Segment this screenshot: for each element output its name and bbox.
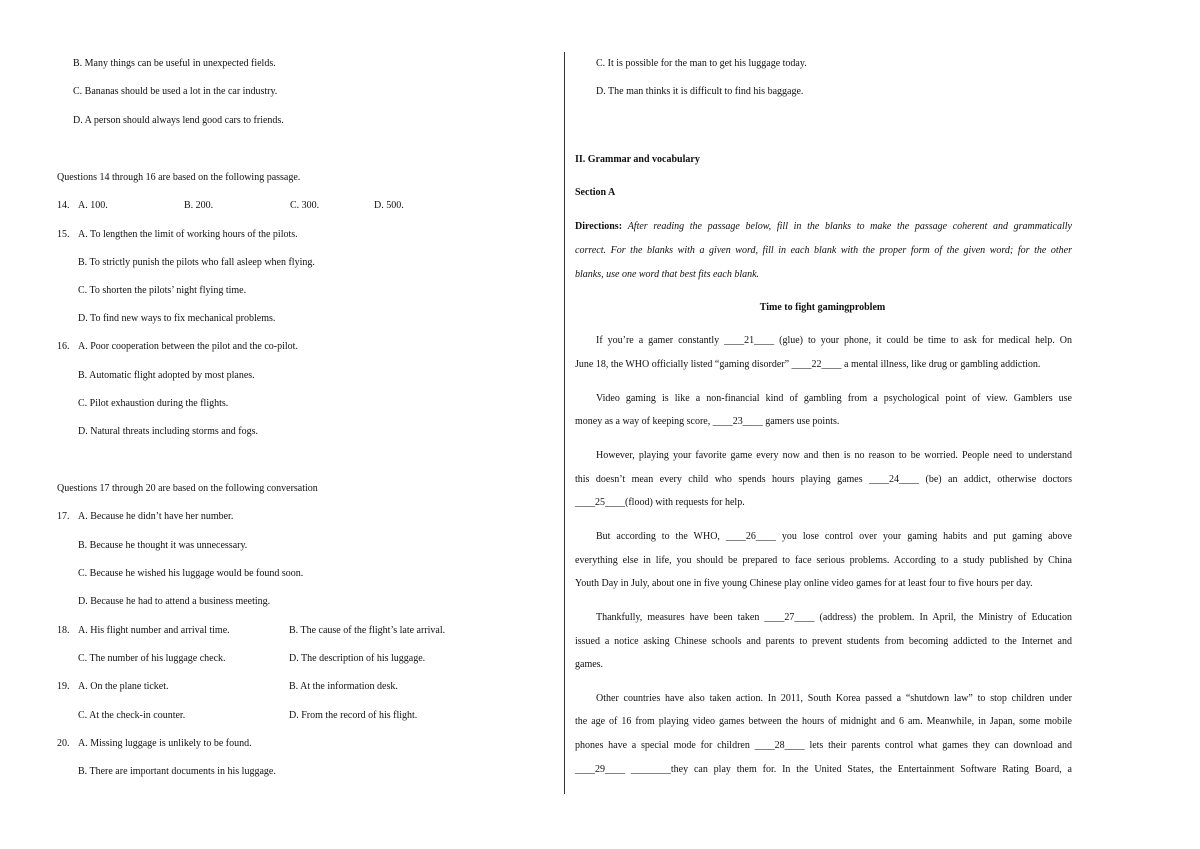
p5-line-2: issued a notice asking Chinese schools and parents to prevent students from becoming addicted to the Internet and	[575, 636, 1072, 647]
p6-line-1: Other countries have also taken action. In 2011, South Korea passed a “shutdown law” to stop children under	[596, 693, 1072, 704]
p3-line-1: However, playing your favorite game every now and then is no reason to be worried. People need to understand	[596, 450, 1072, 461]
q13-option-c: C. Bananas should be used a lot in the car industry.	[73, 86, 278, 97]
q18-option-a: A. His flight number and arrival time.	[78, 625, 230, 636]
q19-option-b: B. At the information desk.	[289, 681, 398, 692]
q16-option-b: B. Automatic flight adopted by most planes.	[78, 370, 255, 381]
q17-option-d: D. Because he had to attend a business meeting.	[78, 596, 271, 607]
q17-option-c: C. Because he wished his luggage would be found soon.	[78, 568, 304, 579]
q19-option-d: D. From the record of his flight.	[289, 710, 418, 721]
p2-line-2: money as a way of keeping score, ____23____ gamers use points.	[575, 416, 840, 427]
q18-option-d: D. The description of his luggage.	[289, 653, 426, 664]
q19-option-a: A. On the plane ticket.	[78, 681, 169, 692]
q18-option-b: B. The cause of the flight’s late arrival.	[289, 625, 446, 636]
q15-option-d: D. To find new ways to fix mechanical problems.	[78, 313, 276, 324]
directions-text-3: blanks, use one word that best fits each blank.	[575, 269, 760, 280]
q14-number: 14.	[57, 200, 70, 211]
directions-label: Directions:	[575, 221, 623, 232]
p1-line-1: If you’re a gamer constantly ____21____ (glue) to your phone, it could be time to ask for medical help. On	[596, 335, 1072, 346]
passage-title: Time to fight gamingproblem	[759, 302, 886, 313]
p4-line-3: Youth Day in July, about one in five young Chinese play online video games for at least four to five hours per day.	[575, 578, 1033, 589]
directions-line-2	[575, 245, 1072, 257]
p1-line-2: June 18, the WHO officially listed “gaming disorder” ____22____ a mental illness, like drug or gambling addiction.	[575, 359, 1041, 370]
q15-option-a: A. To lengthen the limit of working hours of the pilots.	[78, 229, 298, 240]
p5-line-1: Thankfully, measures have been taken ____27____ (address) the problem. In April, the Ministry of Education	[596, 612, 1072, 623]
q16-option-d: D. Natural threats including storms and fogs.	[78, 426, 258, 437]
section-intro-17-20: Questions 17 through 20 are based on the following conversation	[57, 483, 318, 494]
q20-option-a: A. Missing luggage is unlikely to be found.	[78, 738, 252, 749]
p6-line-2: the age of 16 from playing video games between the hours of midnight and 6 am. Meanwhile, in Japan, some mobile	[575, 716, 1072, 727]
q19-option-c: C. At the check-in counter.	[78, 710, 186, 721]
directions-line-3	[575, 269, 1072, 281]
part-heading: II. Grammar and vocabulary	[575, 154, 700, 165]
q16-option-c: C. Pilot exhaustion during the flights.	[78, 398, 229, 409]
q16-number: 16.	[57, 341, 70, 352]
q20-number: 20.	[57, 738, 70, 749]
q15-option-c: C. To shorten the pilots’ night flying time.	[78, 285, 247, 296]
q20-option-b: B. There are important documents in his luggage.	[78, 766, 276, 777]
directions-text-2: correct. For the blanks with a given word, fill in each blank with the proper form of the given word; for the other	[575, 245, 1072, 256]
p3-line-3: ____25____(flood) with requests for help.	[575, 497, 745, 508]
q14-option-a: A. 100.	[78, 200, 108, 211]
q18-option-c: C. The number of his luggage check.	[78, 653, 226, 664]
q14-option-c: C. 300.	[290, 200, 320, 211]
p4-line-2: everything else in life, you should be prepared to face serious problems. According to a study published by China	[575, 555, 1072, 566]
q20-option-c: C. It is possible for the man to get his luggage today.	[596, 58, 807, 69]
directions-text-1: After reading the passage below, fill in the blanks to make the passage coherent and grammatically	[627, 221, 1072, 232]
p6-line-3: phones have a special mode for children ____28____ lets their parents control what games they can download and	[575, 740, 1072, 751]
q17-number: 17.	[57, 511, 70, 522]
p2-line-1: Video gaming is like a non-financial kind of gambling from a psychological point of view. Gamblers use	[596, 393, 1072, 404]
q15-number: 15.	[57, 229, 70, 240]
p5-line-3: games.	[575, 659, 604, 670]
q15-option-b: B. To strictly punish the pilots who fall asleep when flying.	[78, 257, 315, 268]
q13-option-d: D. A person should always lend good cars to friends.	[73, 115, 284, 126]
q19-number: 19.	[57, 681, 70, 692]
section-intro-14-16: Questions 14 through 16 are based on the following passage.	[57, 172, 301, 183]
column-divider	[564, 52, 565, 794]
q17-option-b: B. Because he thought it was unnecessary.	[78, 540, 248, 551]
q14-option-b: B. 200.	[184, 200, 214, 211]
q16-option-a: A. Poor cooperation between the pilot and the co-pilot.	[78, 341, 298, 352]
p6-line-4: ____29____ ________they can play them for. In the United States, the Entertainment Software Rating Board, a	[575, 764, 1072, 775]
q17-option-a: A. Because he didn’t have her number.	[78, 511, 234, 522]
directions-line-1	[575, 221, 1072, 233]
q18-number: 18.	[57, 625, 70, 636]
p4-line-1: But according to the WHO, ____26____ you lose control over your gaming habits and put gaming above	[596, 531, 1072, 542]
section-heading: Section A	[575, 187, 616, 198]
q14-option-d: D. 500.	[374, 200, 404, 211]
q20-option-d: D. The man thinks it is difficult to find his baggage.	[596, 86, 804, 97]
p3-line-2: this doesn’t mean every child who spends hours playing games ____24____ (be) an addict, otherwise doctors	[575, 474, 1072, 485]
q13-option-b: B. Many things can be useful in unexpected fields.	[73, 58, 276, 69]
